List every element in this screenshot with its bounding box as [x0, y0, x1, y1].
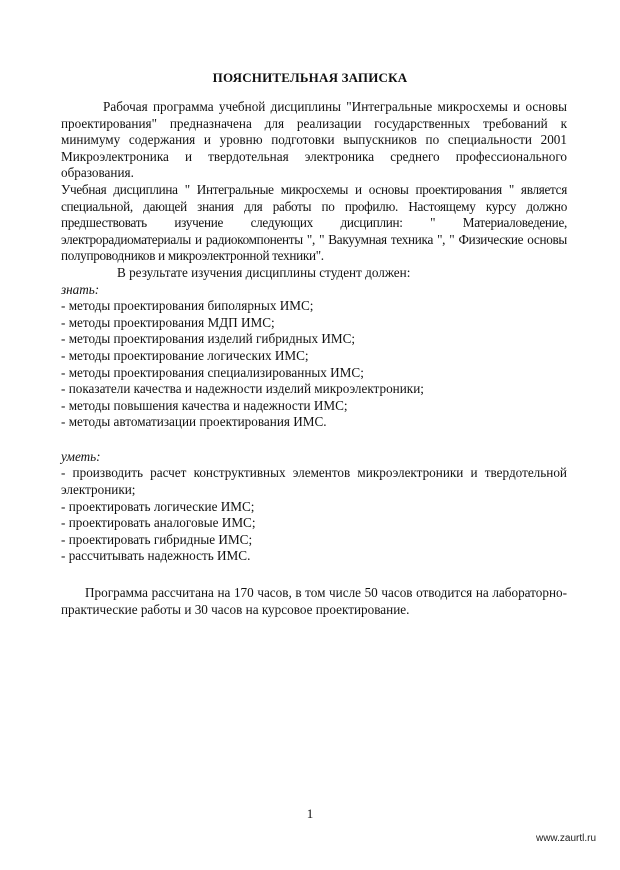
document-body: [61, 99, 567, 618]
list-item: - методы автоматизации проектирования ИМС.: [61, 414, 327, 430]
list-item: - проектировать гибридные ИМС;: [61, 531, 253, 547]
list-item: - проектировать логические ИМС;: [61, 498, 255, 514]
list-item: - производить расчет конструктивных элементов микроэлектроники и твердотельной электроники;: [61, 465, 567, 498]
list-item: - рассчитывать надежность ИМС.: [61, 548, 251, 564]
know-list: [61, 298, 567, 431]
page-title: ПОЯСНИТЕЛЬНАЯ ЗАПИСКА: [212, 70, 408, 85]
program-paragraph: Программа рассчитана на 170 часов, в том числе 50 часов отводится на лабораторно-практические работы и 30 часов на курсовое проектирование.: [61, 585, 567, 617]
result-line: В результате изучения дисциплины студент должен:: [117, 264, 411, 280]
list-item: - показатели качества и надежности изделий микроэлектроники;: [61, 381, 424, 397]
list-item: - методы проектирования биполярных ИМС;: [61, 298, 314, 314]
section-spacer: [61, 431, 567, 449]
can-heading: уметь:: [61, 448, 101, 464]
list-item: - проектировать аналоговые ИМС;: [61, 515, 256, 531]
know-heading: знать:: [61, 281, 100, 297]
second-paragraph: Учебная дисциплина " Интегральные микросхемы и основы проектирования " является специальной, дающей знания для работы по профилю. Настоящему курсу должно предшествовать изучение следующих дисциплин: " Материаловедение, электрорадиоматериалы и радиокомпоненты ", " Вакуумная техника ", " Физические основы полупроводников и микроэлектронной техники".: [61, 181, 567, 264]
can-list: [61, 465, 567, 565]
intro-paragraph: Рабочая программа учебной дисциплины "Интегральные микросхемы и основы проектирования" предназначена для реализации государственных требований к минимуму содержания и уровню подготовки выпускников по специальности 2001 Микроэлектроника и твердотельная электроника среднего профессионального образования.: [61, 99, 567, 181]
watermark-text: www.zaurtl.ru: [535, 833, 596, 844]
list-item: - методы проектирования МДП ИМС;: [61, 314, 275, 330]
list-item: - методы проектирования специализированных ИМС;: [61, 364, 364, 380]
list-item: - методы проектирование логических ИМС;: [61, 347, 309, 363]
list-item: - методы повышения качества и надежности ИМС;: [61, 397, 348, 413]
section-spacer: [61, 565, 567, 585]
list-item: - методы проектирования изделий гибридных ИМС;: [61, 331, 356, 347]
page-number: 1: [306, 806, 314, 821]
